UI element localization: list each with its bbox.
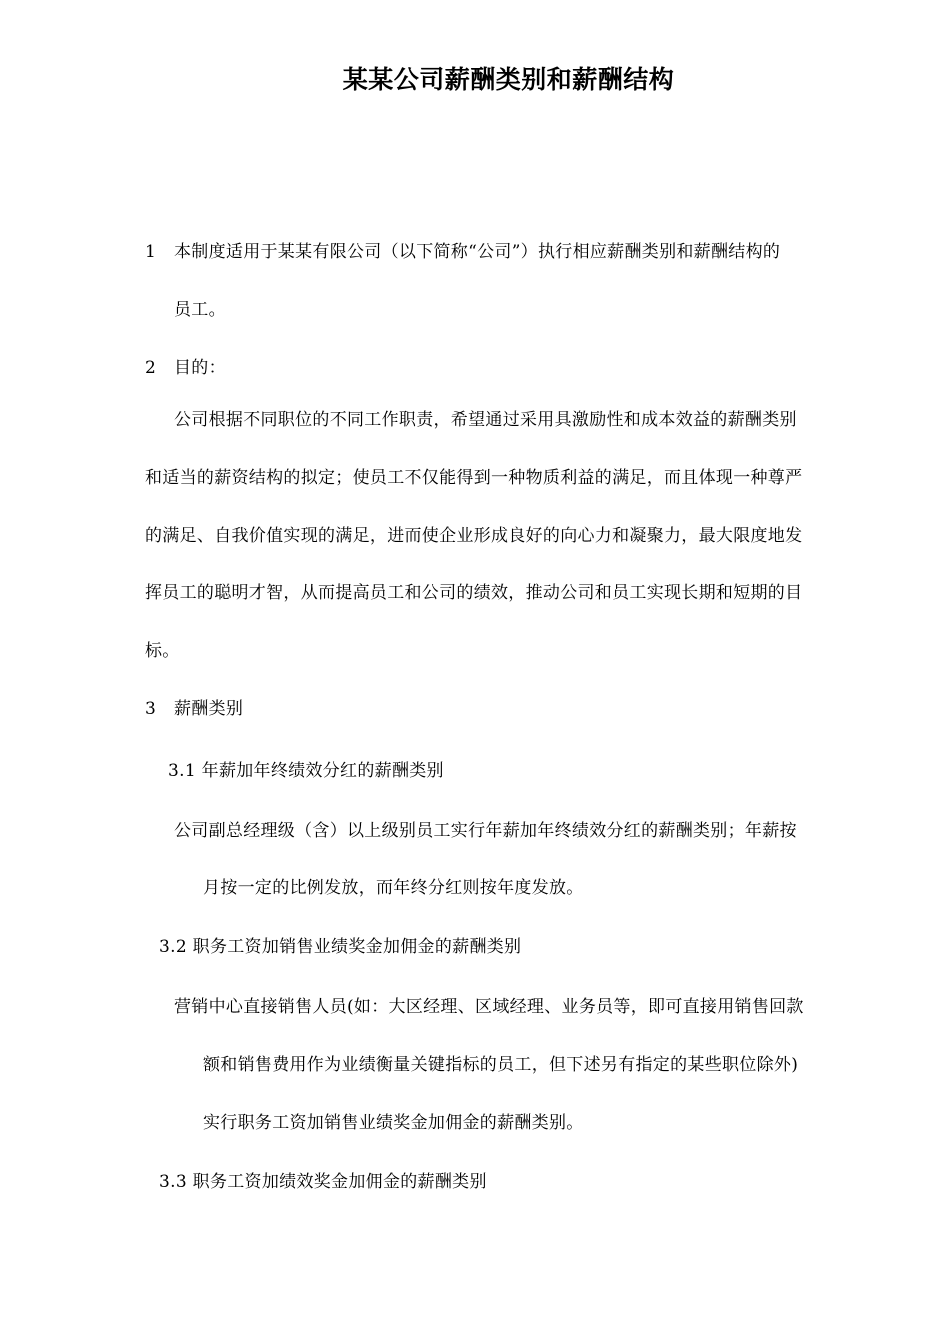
- subsection-3-2-line-2: 额和销售费用作为业绩衡量关键指标的员工，但下述另有指定的某些职位除外): [203, 1055, 799, 1075]
- section-2-paragraph-line-2: 和适当的薪资结构的拟定；使员工不仅能得到一种物质利益的满足，而且体现一种尊严: [145, 468, 803, 488]
- section-1-number: 1: [145, 242, 156, 262]
- section-2-paragraph-line-3: 的满足、自我价值实现的满足，进而使企业形成良好的向心力和凝聚力，最大限度地发: [145, 526, 803, 546]
- section-2-paragraph-line-1: 公司根据不同职位的不同工作职责，希望通过采用具激励性和成本效益的薪酬类别: [174, 410, 797, 430]
- subsection-3-2-line-3: 实行职务工资加销售业绩奖金加佣金的薪酬类别。: [203, 1113, 584, 1133]
- subsection-3-1-heading: 3.1 年薪加年终绩效分红的薪酬类别: [168, 761, 444, 781]
- section-3-heading: 薪酬类别: [174, 699, 244, 719]
- subsection-3-1-line-2: 月按一定的比例发放，而年终分红则按年度发放。: [203, 878, 584, 898]
- section-2-heading: 目的：: [174, 358, 226, 378]
- document-title: 某某公司薪酬类别和薪酬结构: [342, 65, 675, 94]
- section-1-line-1: 本制度适用于某某有限公司（以下简称“公司”）执行相应薪酬类别和薪酬结构的: [174, 242, 781, 262]
- subsection-3-1-line-1: 公司副总经理级（含）以上级别员工实行年薪加年终绩效分红的薪酬类别；年薪按: [174, 821, 797, 841]
- section-1-line-2: 员工。: [174, 300, 226, 320]
- subsection-3-2-line-1: 营销中心直接销售人员(如：大区经理、区域经理、业务员等，即可直接用销售回款: [174, 997, 804, 1017]
- section-2-paragraph-line-4: 挥员工的聪明才智，从而提高员工和公司的绩效，推动公司和员工实现长期和短期的目: [145, 583, 803, 603]
- subsection-3-2-heading: 3.2 职务工资加销售业绩奖金加佣金的薪酬类别: [159, 937, 522, 957]
- section-3-number: 3: [145, 699, 156, 719]
- subsection-3-3-heading: 3.3 职务工资加绩效奖金加佣金的薪酬类别: [159, 1172, 487, 1192]
- section-2-paragraph-line-5: 标。: [145, 641, 180, 661]
- section-2-number: 2: [145, 358, 156, 378]
